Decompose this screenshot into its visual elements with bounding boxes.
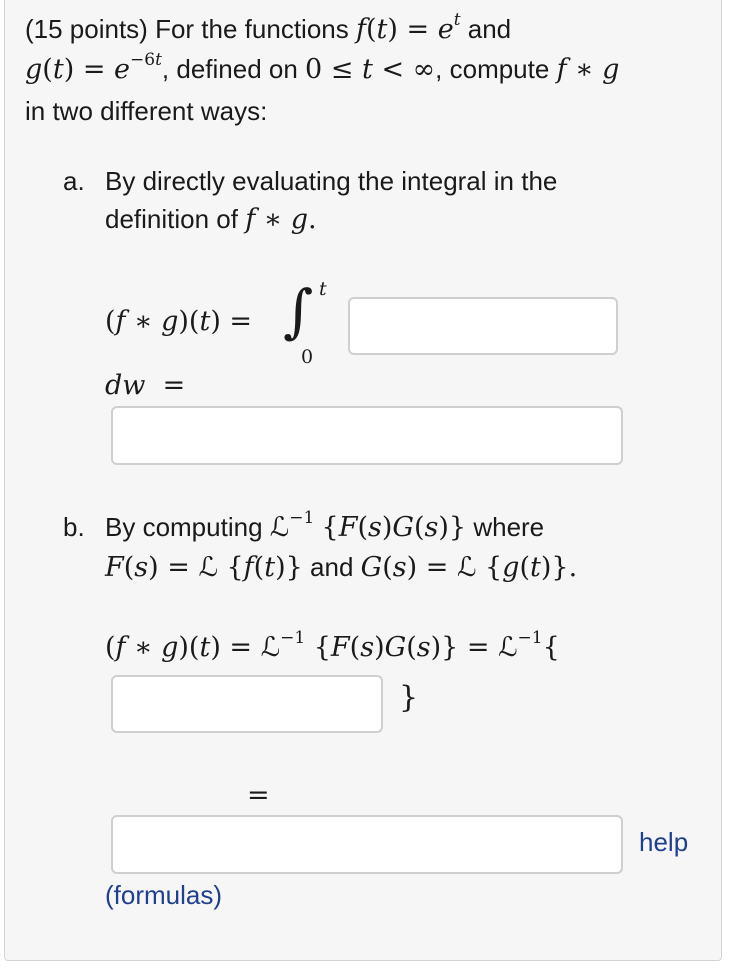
- integrand-input[interactable]: [348, 297, 618, 355]
- part-a-line-1: By directly evaluating the integral in the: [105, 166, 558, 196]
- part-b-marker: b.: [63, 512, 85, 542]
- equals-sign-b: =: [247, 780, 270, 811]
- integral-sign: ∫: [283, 277, 314, 345]
- problem-statement-line-2: $g(t) = e^{-6t}$, defined on 0 ≤ t < ∞, compute f ∗ g: [25, 50, 620, 85]
- part-b-line-1: By computing ℒ$^{-1}$ {F(s)G(s)} where: [105, 508, 545, 543]
- problem-statement-line-3: in two different ways:: [25, 96, 268, 126]
- problem-card: [4, 0, 722, 961]
- integral-upper-limit: t: [319, 278, 327, 300]
- part-a-line-2: definition of f ∗ g.: [105, 204, 317, 235]
- points-label: (15 points): [25, 14, 148, 44]
- dw-label: dw: [105, 370, 146, 401]
- closing-brace: }: [399, 680, 419, 715]
- part-b-line-2: F(s) = ℒ {f(t)} and G(s) = ℒ {g(t)}.: [105, 552, 578, 583]
- dw-equals: dw =: [105, 370, 186, 401]
- laplace-inner-input[interactable]: [111, 675, 383, 733]
- help-link[interactable]: help: [639, 827, 689, 857]
- part-a-result-input[interactable]: [111, 406, 623, 465]
- formulas-link[interactable]: (formulas): [105, 880, 223, 910]
- part-b-result-input[interactable]: [111, 815, 623, 874]
- part-a-marker: a.: [63, 166, 85, 196]
- integral-lower-limit: 0: [301, 346, 314, 368]
- convolution-lhs-b: (f ∗ g)(t) = ℒ$^{-1}$ {F(s)G(s)} = ℒ$^{-1}${: [105, 628, 560, 663]
- convolution-lhs-a: (f ∗ g)(t) =: [105, 306, 253, 337]
- problem-statement-line-1: (15 points) For the functions $f(t) = e^t$ and: [25, 10, 512, 45]
